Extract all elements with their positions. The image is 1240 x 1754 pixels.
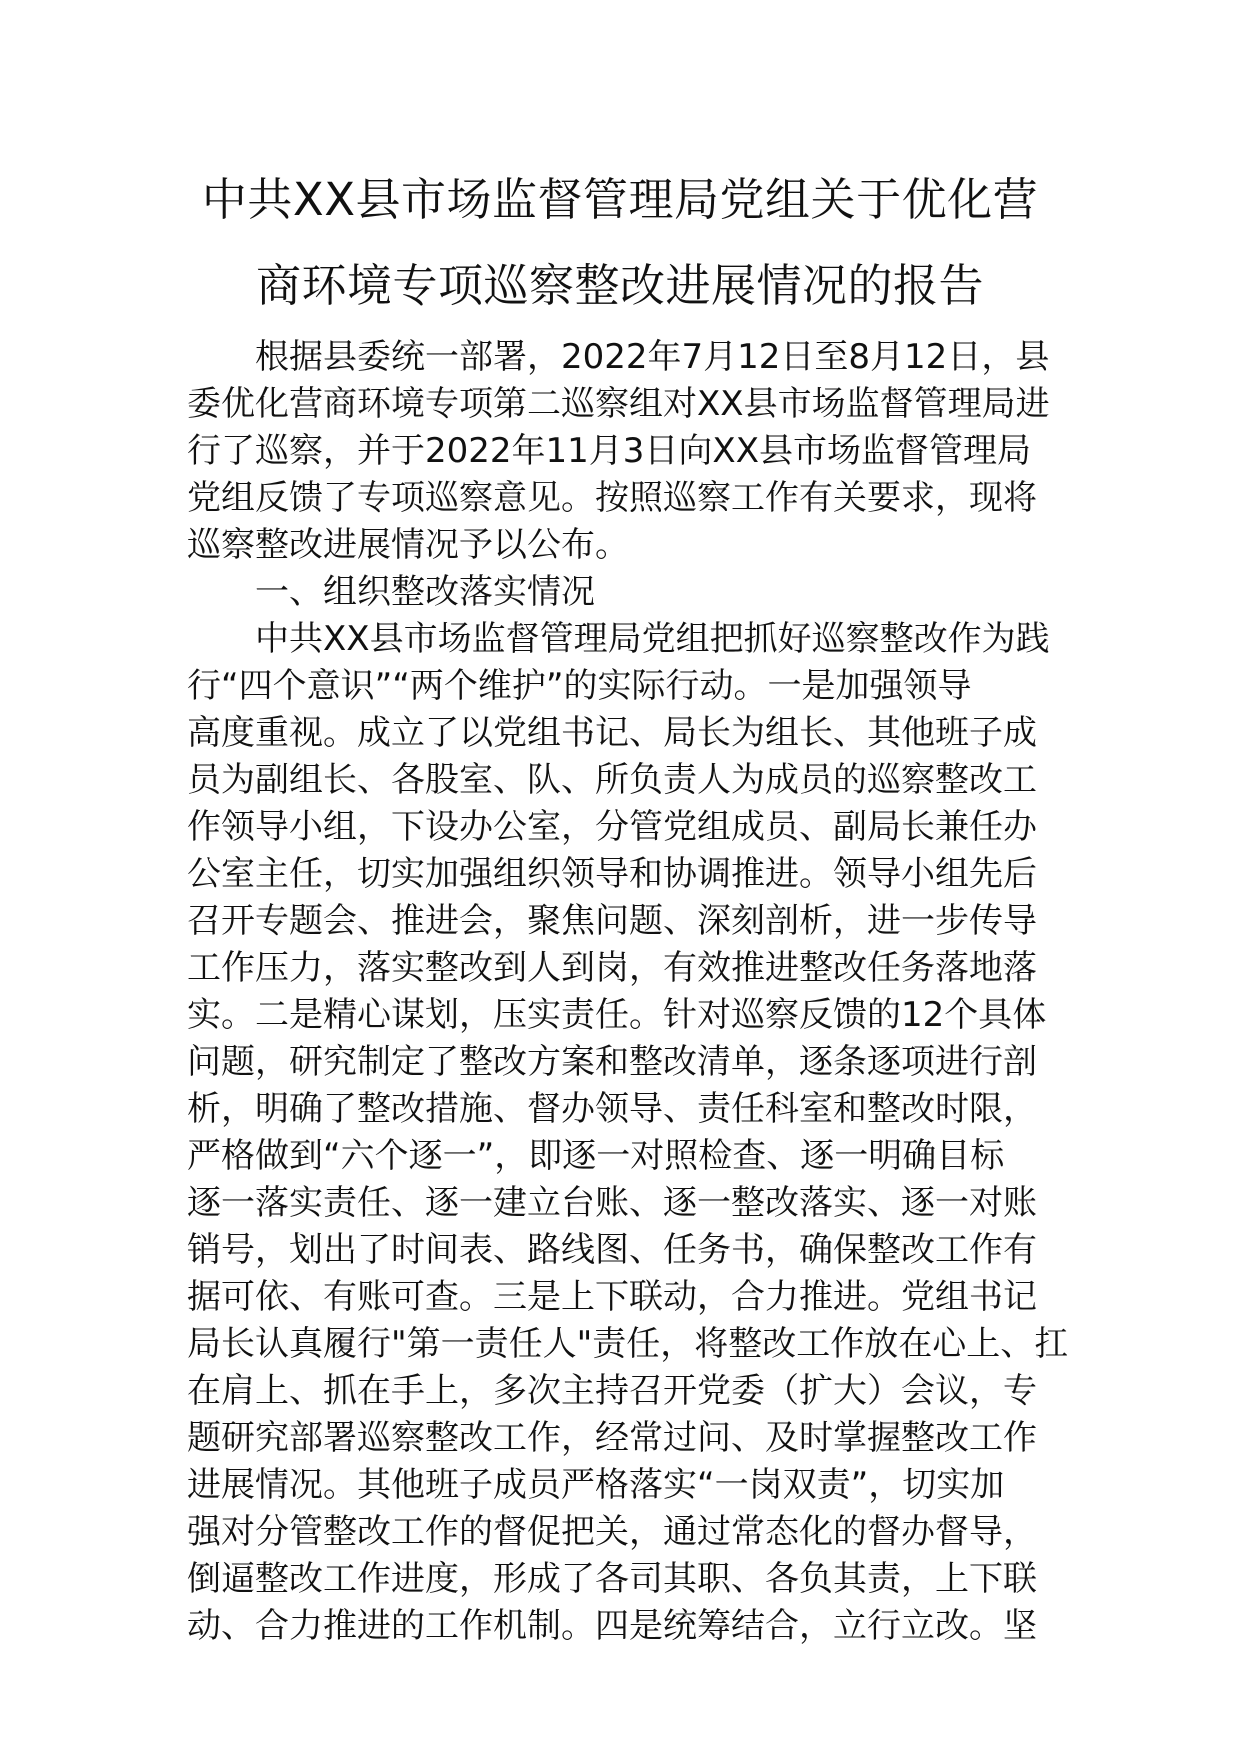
paragraph-line: 党组反馈了专项巡察意见。按照巡察工作有关要求，现将 [187,478,1037,518]
paragraph-line: 根据县委统一部署，2022年7月12日至8月12日，县 [255,337,1050,377]
paragraph-line: 局长认真履行"第一责任人"责任，将整改工作放在心上、扛 [187,1324,1069,1364]
paragraph-line: 问题，研究制定了整改方案和整改清单，逐条逐项进行剖 [187,1042,1037,1082]
paragraph-line: 在肩上、抓在手上，多次主持召开党委（扩大）会议，专 [187,1371,1037,1411]
paragraph-line: 委优化营商环境专项第二巡察组对XX县市场监督管理局进 [187,384,1050,424]
paragraph-line: 据可依、有账可查。三是上下联动，合力推进。党组书记 [187,1277,1037,1317]
document-title-line-2: 商环境专项巡察整改进展情况的报告 [255,259,984,312]
paragraph-line: 行了巡察，并于2022年11月3日向XX县市场监督管理局 [187,431,1032,471]
paragraph-line: 析，明确了整改措施、督办领导、责任科室和整改时限， [187,1089,1037,1129]
paragraph-line: 逐一落实责任、逐一建立台账、逐一整改落实、逐一对账 [187,1183,1037,1223]
paragraph-line: 作领导小组，下设办公室，分管党组成员、副局长兼任办 [187,807,1037,847]
paragraph-line: 动、合力推进的工作机制。四是统筹结合，立行立改。坚 [187,1606,1037,1646]
paragraph-line: 销号，划出了时间表、路线图、任务书，确保整改工作有 [187,1230,1037,1270]
paragraph-line: 倒逼整改工作进度，形成了各司其职、各负其责，上下联 [187,1559,1037,1599]
paragraph-line: 实。二是精心谋划，压实责任。针对巡察反馈的12个具体 [187,995,1047,1035]
paragraph-line: 严格做到“六个逐一”，即逐一对照检查、逐一明确目标 [187,1136,1005,1176]
paragraph-line: 工作压力，落实整改到人到岗，有效推进整改任务落地落 [187,948,1037,988]
paragraph-line: 员为副组长、各股室、队、所负责人为成员的巡察整改工 [187,760,1037,800]
paragraph-line: 巡察整改进展情况予以公布。 [187,525,629,565]
paragraph-line: 召开专题会、推进会，聚焦问题、深刻剖析，进一步传导 [187,901,1037,941]
paragraph-line: 进展情况。其他班子成员严格落实“一岗双责”，切实加 [187,1465,1005,1505]
document-title-line-1: 中共XX县市场监督管理局党组关于优化营 [201,173,1039,226]
paragraph-line: 公室主任，切实加强组织领导和协调推进。领导小组先后 [187,854,1037,894]
section-heading: 一、组织整改落实情况 [255,572,595,612]
document-body [187,334,1069,1650]
paragraph-line: 中共XX县市场监督管理局党组把抓好巡察整改作为践 [255,619,1050,659]
paragraph-line: 题研究部署巡察整改工作，经常过问、及时掌握整改工作 [187,1418,1037,1458]
paragraph-line: 强对分管整改工作的督促把关，通过常态化的督办督导， [187,1512,1037,1552]
paragraph-line: 高度重视。成立了以党组书记、局长为组长、其他班子成 [187,713,1037,753]
paragraph-line: 行“四个意识”“两个维护”的实际行动。一是加强领导 [187,666,972,706]
